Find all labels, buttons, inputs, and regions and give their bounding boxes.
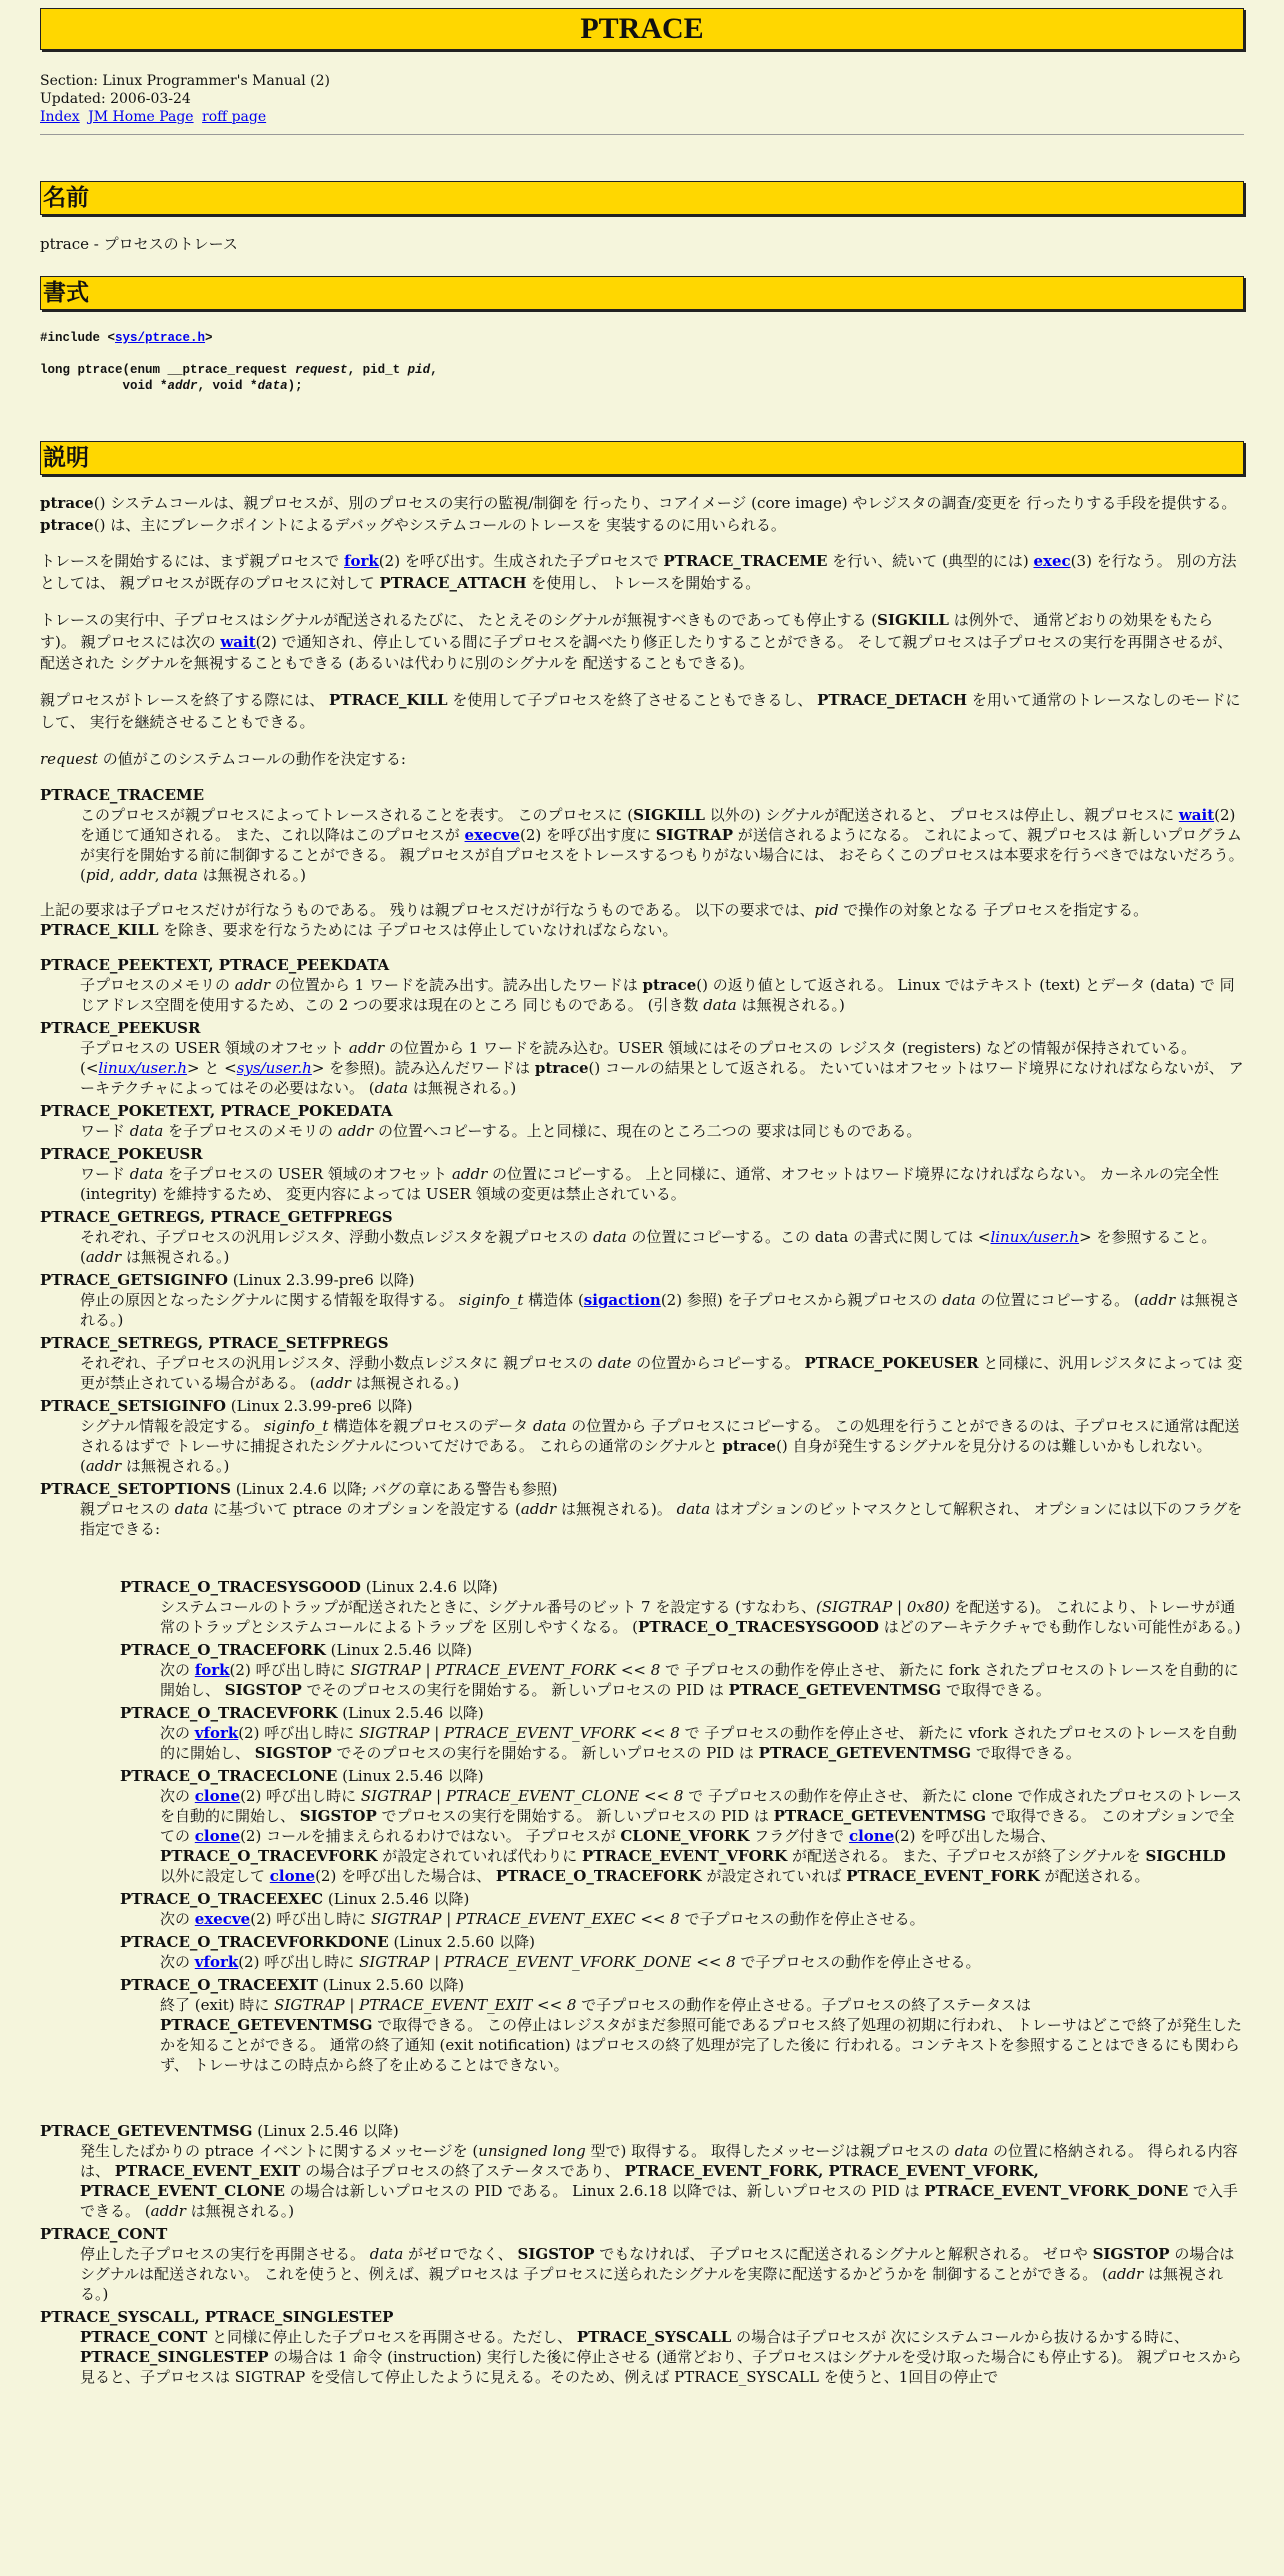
term-pokeusr: PTRACE_POKEUSR	[40, 1145, 203, 1164]
name-text: ptrace - プロセスのトレース	[40, 235, 238, 253]
term-peekusr: PTRACE_PEEKUSR	[40, 1019, 201, 1038]
desc-opt-traceexec: 次の execve(2) 呼び出し時に SIGTRAP | PTRACE_EVENT_EXEC << 8 で子プロセスの動作を停止させる。	[160, 1910, 925, 1929]
desc-cont: 停止した子プロセスの実行を再開させる。 data がゼロでなく、 SIGSTOP でもなければ、 子プロセスに配送されるシグナルと解釈される。 ゼロや SIGSTOP の場合はシグナルは配送されない。 これを使うと、例えば、親プロセスは 子プロセスに送られたシグナルを実際に配送するかどうかを 制御することができる。 (addr は無視される。)	[80, 2245, 1235, 2304]
term-traceme: PTRACE_TRACEME	[40, 786, 205, 805]
exec-link[interactable]: exec	[1033, 552, 1071, 571]
term-setoptions: PTRACE_SETOPTIONS (Linux 2.4.6 以降; バグの章にある警告も参照)	[40, 1480, 558, 1499]
desc-setoptions: 親プロセスの data に基づいて ptrace のオプションを設定する (addr は無視される)。 data はオプションのビットマスクとして解釈され、 オプションには以下のフラグを指定できる:	[80, 1500, 1243, 1539]
ptrace-header-link[interactable]: sys/ptrace.h	[115, 330, 206, 345]
desc-paragraph-4: 親プロセスがトレースを終了する際には、 PTRACE_KILL を使用して子プロセスを終了させることもできるし、 PTRACE_DETACH を用いて通常のトレースなしのモードにして、 実行を継続させることもできる。	[40, 691, 1241, 731]
desc-opt-traceexit: 終了 (exit) 時に SIGTRAP | PTRACE_EVENT_EXIT << 8 で子プロセスの動作を停止させる。子プロセスの終了ステータスは PTRACE_GETEVENTMSG で取得できる。 この停止はレジスタがまだ参照可能であるプロセス終了処理の初期に行われ、 トレーサはどこで終了が発生したかを知ることができる。 通常の終了通知 (exit notification) はプロセスの終了処理が完了した後に 行われる。コンテキストを参照することはできるにも関わらず、 トレーサはこの時点から終了を止めることはできない。	[160, 1996, 1242, 2075]
updated-line: Updated: 2006-03-24	[40, 91, 191, 107]
term-getregs: PTRACE_GETREGS, PTRACE_GETFPREGS	[40, 1208, 393, 1227]
desc-peektext: 子プロセスのメモリの addr の位置から 1 ワードを読み出す。読み出したワードは ptrace() の返り値として返される。 Linux ではテキスト (text) とデータ (data) で 同じアドレス空間を使用するため、この 2 つの要求は現在のところ 同じものである。 (引き数 data は無視される。)	[80, 976, 1235, 1015]
term-poketext: PTRACE_POKETEXT, PTRACE_POKEDATA	[40, 1102, 393, 1121]
execve-link[interactable]: execve	[194, 1910, 251, 1929]
name-heading: 名前	[40, 181, 1244, 215]
term-opt-tracesysgood: PTRACE_O_TRACESYSGOOD (Linux 2.4.6 以降)	[120, 1578, 498, 1597]
prototype: long ptrace(enum __ptrace_request request, pid_t pid, void *addr, void *data);	[40, 362, 438, 393]
linux-user-h-link[interactable]: linux/user.h	[990, 1228, 1080, 1247]
sys-user-h-link[interactable]: sys/user.h	[236, 1059, 312, 1078]
term-opt-traceclone: PTRACE_O_TRACECLONE (Linux 2.5.46 以降)	[120, 1767, 484, 1786]
desc-setsiginfo: シグナル情報を設定する。 siginfo_t 構造体を親プロセスのデータ data の位置から 子プロセスにコピーする。 この処理を行うことができるのは、子プロセスに通常は配送されるはずで トレーサに捕捉されたシグナルについてだけである。 これらの通常のシグナルと ptrace() 自身が発生するシグナルを見分けるのは難しいかもしれない。 (addr は無視される。)	[80, 1417, 1240, 1476]
term-opt-tracevfork: PTRACE_O_TRACEVFORK (Linux 2.5.46 以降)	[120, 1704, 484, 1723]
clone-link[interactable]: clone	[194, 1827, 241, 1846]
desc-pokeusr: ワード data を子プロセスの USER 領域のオフセット addr の位置にコピーする。 上と同様に、通常、オフセットはワード境界になければならない。 カーネルの完全性 (integrity) を維持するため、 変更内容によっては USER 領域の変更は禁止されている。	[80, 1165, 1219, 1204]
jm-home-link[interactable]: JM Home Page	[88, 109, 194, 125]
desc-opt-tracefork: 次の fork(2) 呼び出し時に SIGTRAP | PTRACE_EVENT_FORK << 8 で 子プロセスの動作を停止させ、 新たに fork されたプロセスのトレースを自動的に開始し、 SIGSTOP でそのプロセスの実行を開始する。 新しいプロセスの PID は PTRACE_GETEVENTMSG で取得できる。	[160, 1661, 1239, 1700]
fork-link[interactable]: fork	[194, 1661, 230, 1680]
roff-page-link[interactable]: roff page	[202, 109, 267, 125]
desc-geteventmsg: 発生したばかりの ptrace イベントに関するメッセージを (unsigned long 型で) 取得する。 取得したメッセージは親プロセスの data の位置に格納される。 得られる内容は、 PTRACE_EVENT_EXIT の場合は子プロセスの終了ステータスであり、 PTRACE_EVENT_FORK, PTRACE_EVENT_VFORK, PTRACE_EVENT_CLONE の場合は新しいプロセスの PID である。 Linux 2.6.18 以降では、新しいプロセスの PID は PTRACE_EVENT_VFORK_DONE で入手できる。 (addr は無視される。)	[80, 2142, 1238, 2221]
execve-link[interactable]: execve	[464, 826, 520, 845]
desc-paragraph-3: トレースの実行中、子プロセスはシグナルが配送されるたびに、 たとえそのシグナルが無視すべきものであっても停止する (SIGKILL は例外で、 通常どおりの効果をもたらす)。 親プロセスには次の wait(2) で通知され、停止している間に子プロセスを調べたり修正したりすることができる。 そして親プロセスは子プロセスの実行を再開させるが、配送された シグナルを無視することもできる (あるいは代わりに別のシグナルを 配送することもできる)。	[40, 610, 1233, 673]
desc-getsiginfo: 停止の原因となったシグナルに関する情報を取得する。 siginfo_t 構造体 (sigaction(2) 参照) を子プロセスから親プロセスの data の位置にコピーする。 (addr は無視される。)	[80, 1291, 1240, 1330]
nav-links	[40, 108, 1244, 126]
desc-paragraph-2: トレースを開始するには、まず親プロセスで fork(2) を呼び出す。生成された子プロセスで PTRACE_TRACEME を行い、続いて (典型的には) exec(3) を行なう。 別の方法としては、 親プロセスが既存のプロセスに対して PTRACE_ATTACH を使用し、 トレースを開始する。	[40, 552, 1237, 592]
desc-getregs: それぞれ、子プロセスの汎用レジスタ、浮動小数点レジスタを親プロセスの data の位置にコピーする。この data の書式に関しては <linux/user.h> を参照すること。 (addr は無視される。)	[80, 1228, 1217, 1267]
desc-traceme: このプロセスが親プロセスによってトレースされることを表す。 このプロセスに (SIGKILL 以外の) シグナルが配送されると、 プロセスは停止し、親プロセスに wait(2) を通じて通知される。 また、これ以降はこのプロセスが execve(2) を呼び出す度に SIGTRAP が送信されるようになる。 これによって、親プロセスは 新しいプログラムが実行を開始する前に制御することができる。 親プロセスが自プロセスをトレースするつもりがない場合には、 おそらくこのプロセスは本要求を行うべきではないだろう。 (pid, addr, data は無視される。)	[80, 806, 1244, 885]
desc-opt-tracevforkdone: 次の vfork(2) 呼び出し時に SIGTRAP | PTRACE_EVENT_VFORK_DONE << 8 で子プロセスの動作を停止させる。	[160, 1953, 981, 1972]
description-heading: 説明	[40, 441, 1244, 475]
desc-opt-traceclone: 次の clone(2) 呼び出し時に SIGTRAP | PTRACE_EVENT_CLONE << 8 で 子プロセスの動作を停止させ、 新たに clone で作成されたプロセスのトレースを自動的に開始し、 SIGSTOP でプロセスの実行を開始する。 新しいプロセスの PID は PTRACE_GETEVENTMSG で取得できる。 このオプションで全ての clone(2) コールを捕まえられるわけではない。 子プロセスが CLONE_VFORK フラグ付きで clone(2) を呼び出した場合、 PTRACE_O_TRACEVFORK が設定されていれば代わりに PTRACE_EVENT_VFORK が配送される。 また、子プロセスが終了シグナルを SIGCHLD 以外に設定して clone(2) を呼び出した場合は、 PTRACE_O_TRACEFORK が設定されていれば PTRACE_EVENT_FORK が配送される。	[160, 1787, 1242, 1886]
divider	[40, 134, 1244, 135]
wait-link[interactable]: wait	[1178, 806, 1215, 825]
desc-paragraph-5: request の値がこのシステムコールの動作を決定する:	[40, 749, 406, 768]
term-opt-tracevforkdone: PTRACE_O_TRACEVFORKDONE (Linux 2.5.60 以降)	[120, 1933, 535, 1952]
term-peektext: PTRACE_PEEKTEXT, PTRACE_PEEKDATA	[40, 956, 390, 975]
page-title: PTRACE	[40, 8, 1244, 50]
include-line: #include <sys/ptrace.h>	[40, 330, 213, 345]
term-syscall: PTRACE_SYSCALL, PTRACE_SINGLESTEP	[40, 2308, 394, 2327]
term-opt-traceexec: PTRACE_O_TRACEEXEC (Linux 2.5.46 以降)	[120, 1890, 470, 1909]
term-geteventmsg: PTRACE_GETEVENTMSG (Linux 2.5.46 以降)	[40, 2122, 399, 2141]
fork-link[interactable]: fork	[344, 552, 379, 571]
desc-poketext: ワード data を子プロセスのメモリの addr の位置へコピーする。上と同様に、現在のところ二つの 要求は同じものである。	[80, 1122, 922, 1141]
linux-user-h-link[interactable]: linux/user.h	[98, 1059, 188, 1078]
wait-link[interactable]: wait	[220, 632, 256, 651]
term-opt-traceexit: PTRACE_O_TRACEEXIT (Linux 2.5.60 以降)	[120, 1976, 465, 1995]
term-cont: PTRACE_CONT	[40, 2225, 168, 2244]
synopsis-heading: 書式	[40, 276, 1244, 310]
desc-paragraph-6: 上記の要求は子プロセスだけが行なうものである。 残りは親プロセスだけが行なうものである。 以下の要求では、pid で操作の対象となる 子プロセスを指定する。 PTRACE_KILL を除き、要求を行なうためには 子プロセスは停止していなければならない。	[40, 901, 1149, 940]
vfork-link[interactable]: vfork	[194, 1953, 239, 1972]
term-getsiginfo: PTRACE_GETSIGINFO (Linux 2.3.99-pre6 以降)	[40, 1271, 415, 1290]
index-link[interactable]: Index	[40, 109, 80, 125]
vfork-link[interactable]: vfork	[194, 1724, 239, 1743]
desc-opt-tracevfork: 次の vfork(2) 呼び出し時に SIGTRAP | PTRACE_EVENT_VFORK << 8 で 子プロセスの動作を停止させ、 新たに vfork されたプロセスのトレースを自動的に開始し、 SIGSTOP でそのプロセスの実行を開始する。 新しいプロセスの PID は PTRACE_GETEVENTMSG で取得できる。	[160, 1724, 1237, 1763]
desc-paragraph-1: ptrace() システムコールは、親プロセスが、別のプロセスの実行の監視/制御を 行ったり、コアイメージ (core image) やレジスタの調査/変更を 行ったりする手段を提供する。 ptrace() は、主にブレークポイントによるデバッグやシステムコールのトレースを 実装するのに用いられる。	[40, 493, 1237, 534]
clone-link[interactable]: clone	[269, 1867, 316, 1886]
section-line: Section: Linux Programmer's Manual (2)	[40, 73, 330, 89]
desc-peekusr: 子プロセスの USER 領域のオフセット addr の位置から 1 ワードを読み込む。USER 領域にはそのプロセスの レジスタ (registers) などの情報が保持されている。 (<linux/user.h> と <sys/user.h> を参照)。読み込んだワードは ptrace() コールの結果として返される。 たいていはオフセットはワード境界になければならないが、 アーキテクチャによってはその必要はない。 (data は無視される。)	[80, 1039, 1244, 1098]
term-opt-tracefork: PTRACE_O_TRACEFORK (Linux 2.5.46 以降)	[120, 1641, 473, 1660]
desc-setregs: それぞれ、子プロセスの汎用レジスタ、浮動小数点レジスタに 親プロセスの date の位置からコピーする。 PTRACE_POKEUSER と同様に、汎用レジスタによっては 変更が禁止されている場合がある。 (addr は無視される。)	[80, 1354, 1243, 1393]
clone-link[interactable]: clone	[194, 1787, 241, 1806]
term-setregs: PTRACE_SETREGS, PTRACE_SETFPREGS	[40, 1334, 389, 1353]
page-meta	[40, 72, 1244, 126]
term-setsiginfo: PTRACE_SETSIGINFO (Linux 2.3.99-pre6 以降)	[40, 1397, 413, 1416]
desc-syscall: PTRACE_CONT と同様に停止した子プロセスを再開させる。ただし、 PTRACE_SYSCALL の場合は子プロセスが 次にシステムコールから抜けるかする時に、 PTRACE_SINGLESTEP の場合は 1 命令 (instruction) 実行した後に停止させる (通常どおり、子プロセスはシグナルを受け取った場合にも停止する)。 親プロセスから見ると、子プロセスは SIGTRAP を受信して停止したように見える。そのため、例えば PTRACE_SYSCALL を使うと、1回目の停止で	[80, 2328, 1242, 2387]
clone-link[interactable]: clone	[848, 1827, 895, 1846]
sigaction-link[interactable]: sigaction	[583, 1291, 661, 1310]
desc-opt-tracesysgood: システムコールのトラップが配送されたときに、シグナル番号のビット 7 を設定する (すなわち、(SIGTRAP | 0x80) を配送する)。 これにより、トレーサが通常のトラップとシステムコールによるトラップを 区別しやすくなる。 (PTRACE_O_TRACESYSGOOD はどのアーキテクチャでも動作しない可能性がある。)	[160, 1598, 1241, 1637]
man-page	[0, 8, 1284, 2387]
